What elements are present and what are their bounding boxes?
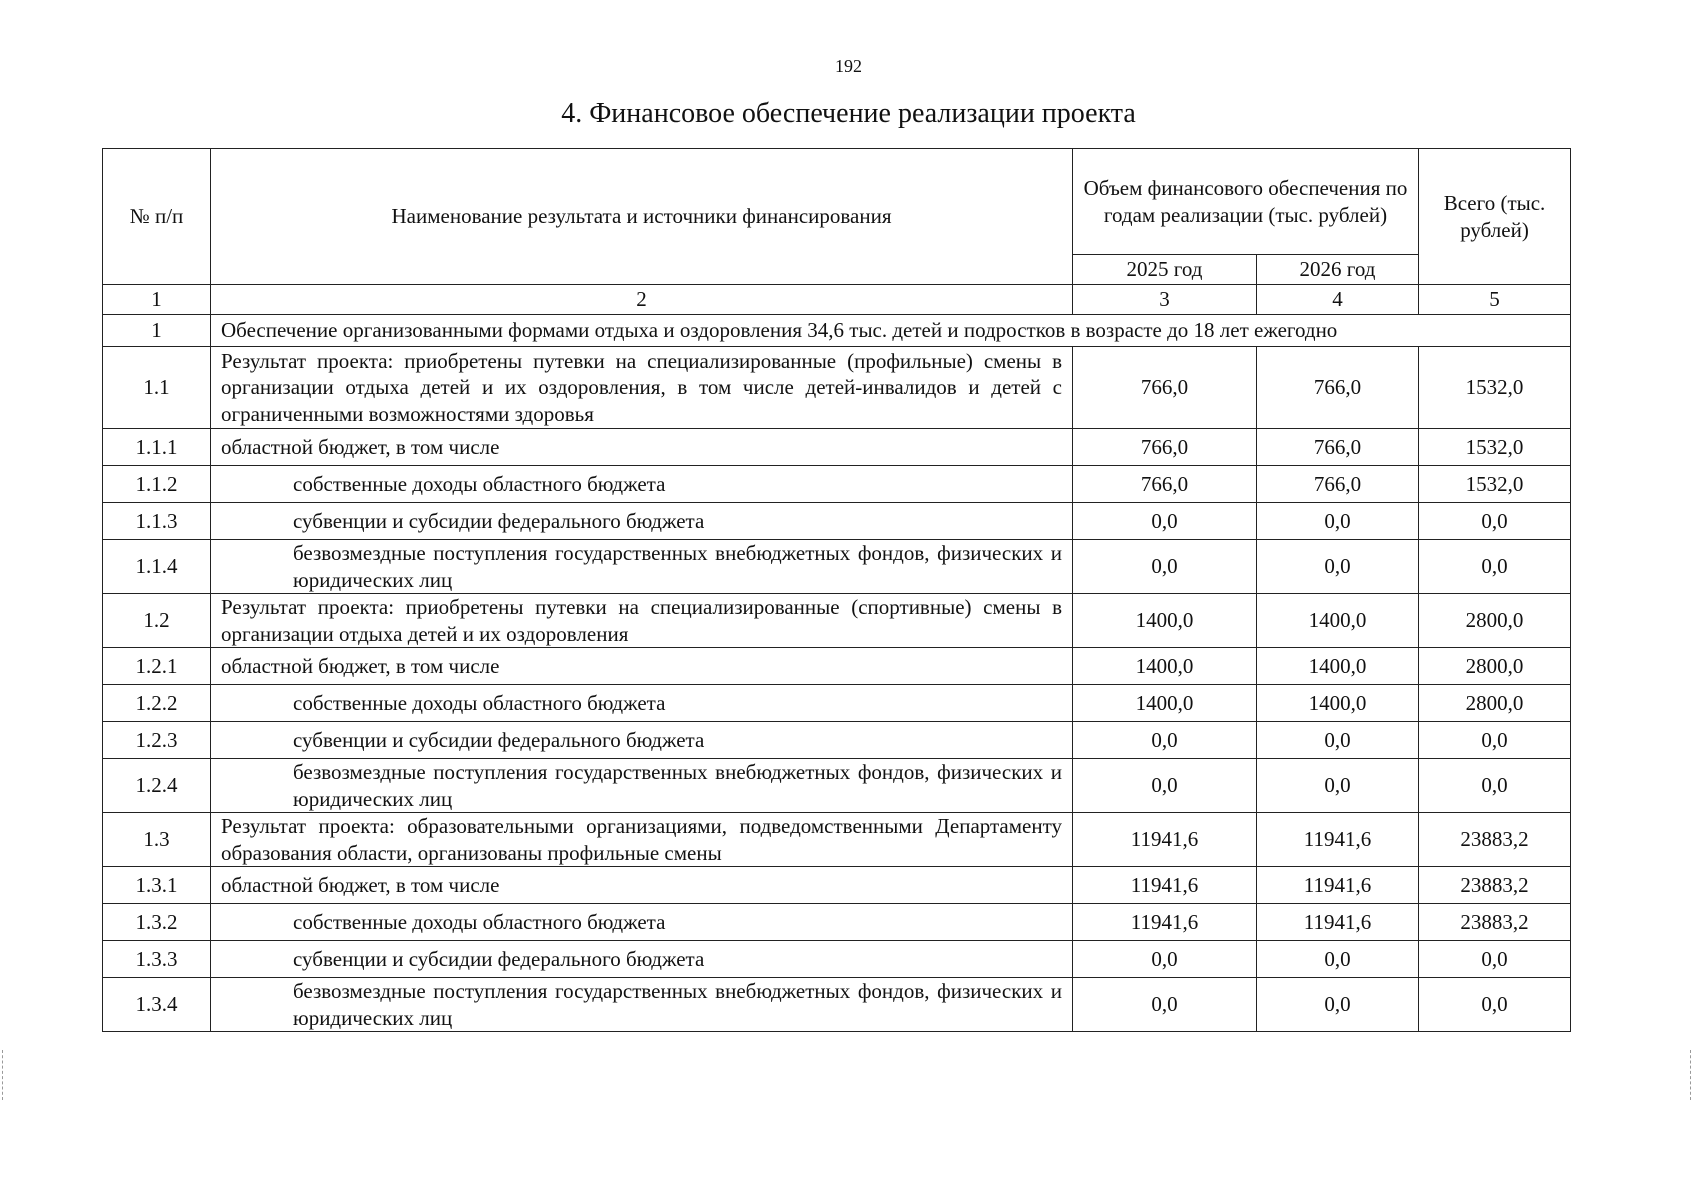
row-num: 1.1.1: [103, 429, 211, 466]
row-num: 1.3.1: [103, 867, 211, 904]
table-row: [103, 648, 1571, 685]
section-row: [103, 315, 1571, 347]
row-2025: 0,0: [1073, 759, 1257, 813]
row-2026: 11941,6: [1257, 904, 1419, 941]
row-total: 0,0: [1419, 722, 1571, 759]
row-2026: 766,0: [1257, 429, 1419, 466]
row-2025: 11941,6: [1073, 867, 1257, 904]
row-2026: 0,0: [1257, 503, 1419, 540]
scan-edge-marks-right: [1690, 1050, 1695, 1100]
row-2026: 1400,0: [1257, 594, 1419, 648]
page-title: 4. Финансовое обеспечение реализации проекта: [561, 98, 1136, 129]
table-row: [103, 685, 1571, 722]
header-total: Всего (тыс. рублей): [1419, 149, 1571, 285]
row-2025: 0,0: [1073, 503, 1257, 540]
row-total: 2800,0: [1419, 648, 1571, 685]
row-2025: 766,0: [1073, 347, 1257, 429]
row-total: 23883,2: [1419, 904, 1571, 941]
row-num: 1.3.3: [103, 941, 211, 978]
row-name: безвозмездные поступления государственных внебюджетных фондов, физических и юридических лиц: [211, 540, 1073, 594]
row-total: 1532,0: [1419, 347, 1571, 429]
row-num: 1.1.2: [103, 466, 211, 503]
row-name: областной бюджет, в том числе: [211, 429, 1073, 466]
row-2025: 766,0: [1073, 466, 1257, 503]
row-name: собственные доходы областного бюджета: [211, 685, 1073, 722]
table-row: [103, 429, 1571, 466]
financing-table: [102, 148, 1571, 1032]
table-row: [103, 594, 1571, 648]
header-name: Наименование результата и источники финансирования: [211, 149, 1073, 285]
row-2026: 11941,6: [1257, 867, 1419, 904]
row-name: безвозмездные поступления государственных внебюджетных фондов, физических и юридических лиц: [211, 759, 1073, 813]
table-row: [103, 503, 1571, 540]
section-text: Обеспечение организованными формами отдыха и оздоровления 34,6 тыс. детей и подростков в возрасте до 18 лет ежегодно: [211, 315, 1571, 347]
table-row: [103, 867, 1571, 904]
row-2025: 766,0: [1073, 429, 1257, 466]
row-name: Результат проекта: образовательными организациями, подведомственными Департаменту образования области, организованы профильные смены: [211, 813, 1073, 867]
scan-edge-marks-left: [2, 1050, 7, 1100]
row-total: 0,0: [1419, 941, 1571, 978]
column-index: 3: [1073, 285, 1257, 315]
row-name: Результат проекта: приобретены путевки на специализированные (профильные) смены в организации отдыха детей и их оздоровления, в том числе детей-инвалидов и детей с ограниченными возможностями здоровья: [211, 347, 1073, 429]
row-total: 23883,2: [1419, 813, 1571, 867]
header-volume: Объем финансового обеспечения по годам реализации (тыс. рублей): [1073, 149, 1419, 255]
row-2026: 0,0: [1257, 759, 1419, 813]
header-num: № п/п: [103, 149, 211, 285]
row-2026: 1400,0: [1257, 648, 1419, 685]
table-row: [103, 904, 1571, 941]
row-name: субвенции и субсидии федерального бюджета: [211, 503, 1073, 540]
row-num: 1.2.4: [103, 759, 211, 813]
row-total: 0,0: [1419, 759, 1571, 813]
row-name: собственные доходы областного бюджета: [211, 904, 1073, 941]
row-2026: 0,0: [1257, 978, 1419, 1032]
row-2026: 766,0: [1257, 347, 1419, 429]
row-2025: 0,0: [1073, 941, 1257, 978]
row-2026: 0,0: [1257, 941, 1419, 978]
column-index: 5: [1419, 285, 1571, 315]
row-2026: 0,0: [1257, 722, 1419, 759]
row-2025: 11941,6: [1073, 813, 1257, 867]
page-number: 192: [835, 56, 862, 76]
row-num: 1.2.1: [103, 648, 211, 685]
row-2025: 1400,0: [1073, 594, 1257, 648]
row-name: собственные доходы областного бюджета: [211, 466, 1073, 503]
row-num: 1.3.2: [103, 904, 211, 941]
row-total: 2800,0: [1419, 685, 1571, 722]
column-index: 4: [1257, 285, 1419, 315]
table-row: [103, 759, 1571, 813]
column-index: 1: [103, 285, 211, 315]
row-2026: 0,0: [1257, 540, 1419, 594]
row-num: 1.3.4: [103, 978, 211, 1032]
row-2026: 11941,6: [1257, 813, 1419, 867]
row-total: 2800,0: [1419, 594, 1571, 648]
row-2026: 1400,0: [1257, 685, 1419, 722]
row-2025: 11941,6: [1073, 904, 1257, 941]
table-row: [103, 540, 1571, 594]
row-num: 1.2: [103, 594, 211, 648]
row-name: областной бюджет, в том числе: [211, 648, 1073, 685]
row-2025: 1400,0: [1073, 685, 1257, 722]
row-total: 0,0: [1419, 540, 1571, 594]
table-row: [103, 978, 1571, 1032]
row-2025: 0,0: [1073, 978, 1257, 1032]
row-name: областной бюджет, в том числе: [211, 867, 1073, 904]
table-row: [103, 466, 1571, 503]
row-2026: 766,0: [1257, 466, 1419, 503]
header-year-2025: 2025 год: [1073, 255, 1257, 285]
row-name: безвозмездные поступления государственных внебюджетных фондов, физических и юридических лиц: [211, 978, 1073, 1032]
section-num: 1: [103, 315, 211, 347]
row-total: 0,0: [1419, 978, 1571, 1032]
row-num: 1.1.4: [103, 540, 211, 594]
row-name: субвенции и субсидии федерального бюджета: [211, 941, 1073, 978]
row-2025: 0,0: [1073, 722, 1257, 759]
row-num: 1.3: [103, 813, 211, 867]
row-2025: 0,0: [1073, 540, 1257, 594]
row-num: 1.1.3: [103, 503, 211, 540]
table-row: [103, 347, 1571, 429]
column-index: 2: [211, 285, 1073, 315]
table-row: [103, 941, 1571, 978]
header-year-2026: 2026 год: [1257, 255, 1419, 285]
row-name: субвенции и субсидии федерального бюджета: [211, 722, 1073, 759]
row-num: 1.2.2: [103, 685, 211, 722]
row-total: 1532,0: [1419, 429, 1571, 466]
row-num: 1.2.3: [103, 722, 211, 759]
row-total: 23883,2: [1419, 867, 1571, 904]
row-2025: 1400,0: [1073, 648, 1257, 685]
table-row: [103, 813, 1571, 867]
row-total: 0,0: [1419, 503, 1571, 540]
row-total: 1532,0: [1419, 466, 1571, 503]
table-row: [103, 722, 1571, 759]
row-num: 1.1: [103, 347, 211, 429]
row-name: Результат проекта: приобретены путевки на специализированные (спортивные) смены в организации отдыха детей и их оздоровления: [211, 594, 1073, 648]
